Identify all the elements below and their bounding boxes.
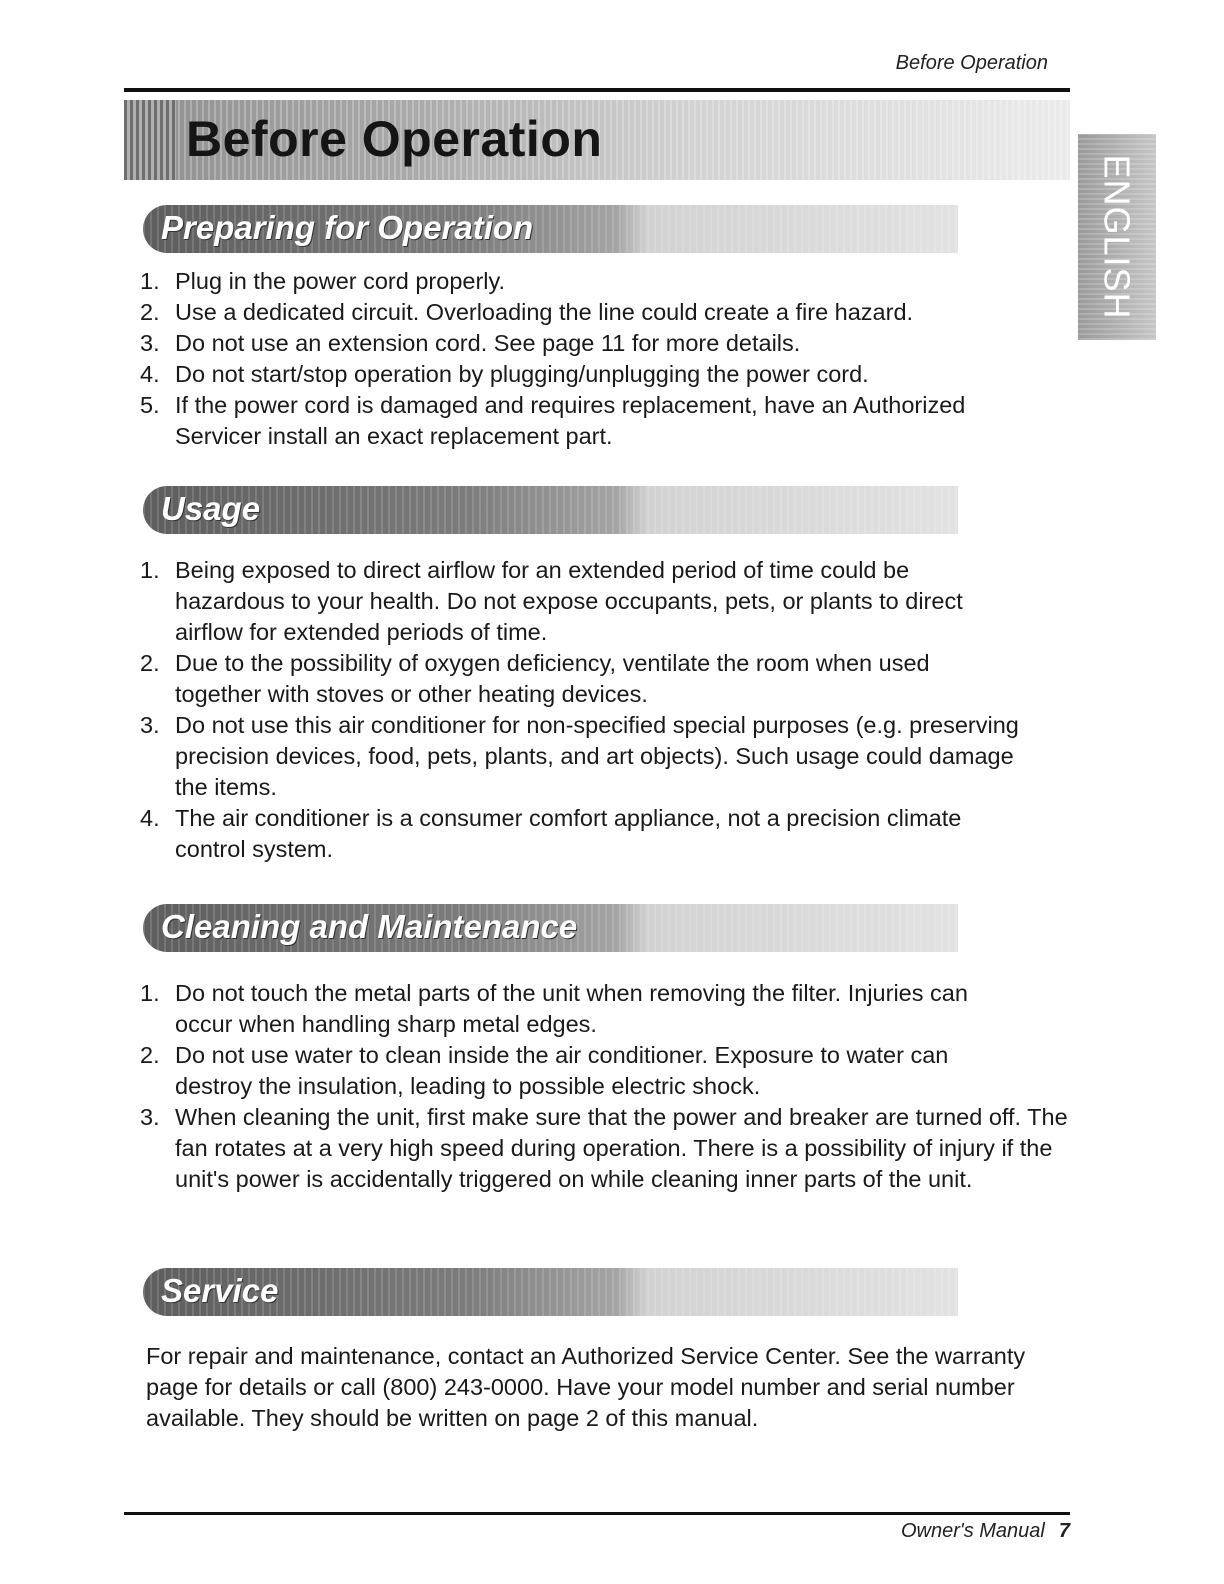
item-number: 3. [140, 330, 160, 356]
list-item [140, 978, 1080, 1040]
cleaning-list [140, 978, 1080, 1195]
preparing-list [140, 266, 1080, 452]
item-text: Due to the possibility of oxygen deficiency, ventilate the room when used together with stoves or other heating devices. [175, 650, 930, 707]
item-text: Do not use this air conditioner for non-specified special purposes (e.g. preserving precision devices, food, pets, plants, and art objects). Such usage could damage the items. [175, 712, 1019, 800]
section-header-usage [143, 486, 958, 534]
list-item [140, 297, 1080, 328]
list-item [140, 710, 1080, 803]
footer-label: Owner's Manual [900, 1520, 1045, 1542]
top-rule [124, 88, 1070, 92]
list-item [140, 555, 1080, 648]
section-heading: Cleaning and Maintenance [161, 908, 578, 945]
item-text: Use a dedicated circuit. Overloading the line could create a fire hazard. [175, 299, 914, 325]
list-item [140, 1102, 1080, 1195]
item-number: 2. [140, 650, 160, 676]
item-number: 2. [140, 1042, 160, 1068]
item-number: 2. [140, 299, 160, 325]
list-item [140, 359, 1080, 390]
language-tab-label: ENGLISH [1097, 154, 1139, 320]
item-text: Do not touch the metal parts of the unit when removing the filter. Injuries can occur when handling sharp metal edges. [175, 980, 968, 1037]
section-heading: Service [161, 1272, 279, 1309]
language-tab [1078, 134, 1156, 340]
title-band [124, 100, 1070, 180]
list-item [140, 328, 1080, 359]
footer [901, 1520, 1070, 1543]
item-text: The air conditioner is a consumer comfort appliance, not a precision climate control system. [175, 805, 962, 862]
item-text: Being exposed to direct airflow for an extended period of time could be hazardous to your health. Do not expose occupants, pets, or plants to direct airflow for extended periods of time. [175, 557, 963, 645]
item-number: 5. [140, 392, 160, 418]
item-number: 3. [140, 712, 160, 738]
section-header-cleaning [143, 904, 958, 952]
item-text: Do not use water to clean inside the air conditioner. Exposure to water can destroy the insulation, leading to possible electric shock. [175, 1042, 949, 1099]
section-header-preparing [143, 205, 958, 253]
item-number: 4. [140, 361, 160, 387]
item-text: Plug in the power cord properly. [175, 268, 506, 294]
page-title: Before Operation [186, 111, 603, 167]
section-heading: Usage [161, 490, 261, 527]
item-text: If the power cord is damaged and requires replacement, have an Authorized Servicer install an exact replacement part. [175, 392, 966, 449]
page-number: 7 [1058, 1520, 1070, 1542]
item-number: 1. [140, 980, 160, 1006]
list-item [140, 1040, 1080, 1102]
list-item [140, 648, 1080, 710]
item-number: 3. [140, 1104, 160, 1130]
section-heading: Preparing for Operation [161, 209, 534, 246]
item-text: When cleaning the unit, first make sure that the power and breaker are turned off. The fan rotates at a very high speed during operation. There is a possibility of injury if the unit's power is accidentally triggered on while cleaning inner parts of the unit. [175, 1104, 1068, 1192]
list-item [140, 266, 1080, 297]
title-band-stub [124, 100, 176, 180]
usage-list [140, 555, 1080, 865]
item-text: Do not use an extension cord. See page 11 for more details. [175, 330, 801, 356]
item-text: Do not start/stop operation by plugging/unplugging the power cord. [175, 361, 869, 387]
section-header-service [143, 1268, 958, 1316]
item-number: 1. [140, 268, 160, 294]
item-number: 1. [140, 557, 160, 583]
bottom-rule [124, 1512, 1070, 1515]
list-item [140, 390, 1080, 452]
running-head: Before Operation [895, 52, 1048, 74]
list-item [140, 803, 1080, 865]
service-paragraph: For repair and maintenance, contact an Authorized Service Center. See the warranty page for details or call (800) 243-0000. Have your model number and serial number available. They should be written on page 2 of this manual. [146, 1343, 1026, 1431]
item-number: 4. [140, 805, 160, 831]
